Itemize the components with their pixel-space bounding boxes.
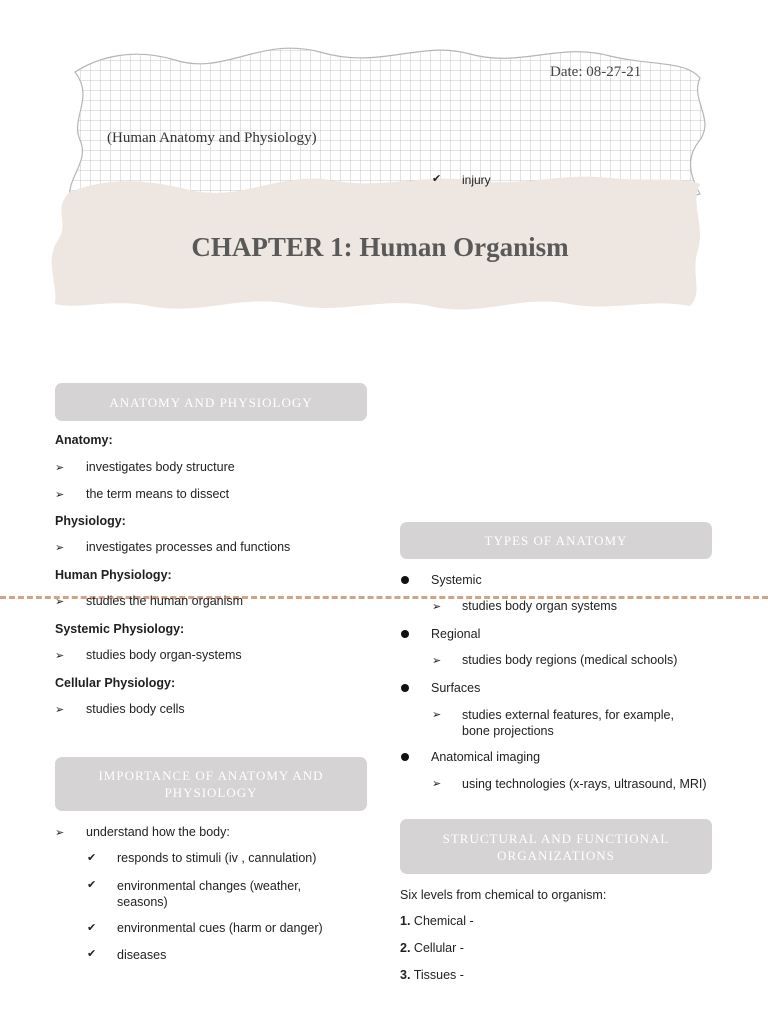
checkmark-icon: ✔ [87,852,97,864]
list-item: environmental cues (harm or danger) [117,921,323,935]
list-item: the term means to dissect [86,487,230,501]
arrow-bullet-icon: ➢ [55,462,65,474]
level-number: 2. [400,941,411,955]
human-physiology-label: Human Physiology: [55,568,172,582]
bullet-dot-icon [401,753,409,761]
level-number: 1. [400,914,411,928]
arrow-bullet-icon: ➢ [55,596,65,608]
anatomy-type-detail: studies body regions (medical schools) [462,653,678,667]
checkmark-icon: ✔ [87,879,97,891]
anatomy-type-name: Anatomical imaging [431,750,541,764]
anatomy-type-detail: studies external features, for example, bone projections [462,708,674,738]
physiology-label: Physiology: [55,514,126,528]
anatomy-label: Anatomy: [55,433,113,447]
list-item: responds to stimuli (iv , cannulation) [117,851,317,865]
arrow-bullet-icon: ➢ [432,778,442,790]
level-item [400,968,464,982]
list-item: studies the human organism [86,594,244,608]
list-item: diseases [117,948,167,962]
section-heading-types-of-anatomy: TYPES OF ANATOMY [400,522,712,559]
arrow-bullet-icon: ➢ [55,827,65,839]
systemic-physiology-label: Systemic Physiology: [55,622,185,636]
level-text: Chemical - [413,914,474,928]
cellular-physiology-label: Cellular Physiology: [55,676,176,690]
arrow-bullet-icon: ➢ [55,542,65,554]
arrow-bullet-icon: ➢ [432,655,442,667]
checkmark-icon: ✔ [432,173,442,185]
section-heading-structural-functional: STRUCTURAL AND FUNCTIONAL ORGANIZATIONS [400,819,712,874]
anatomy-type-detail: using technologies (x-rays, ultrasound, MRI) [462,777,707,791]
arrow-bullet-icon: ➢ [55,650,65,662]
bullet-dot-icon [401,684,409,692]
date-text: Date: 08-27-21 [550,64,642,80]
level-item [400,941,464,955]
anatomy-type-name: Systemic [431,573,482,587]
arrow-bullet-icon: ➢ [432,601,442,613]
checkmark-icon: ✔ [87,948,97,960]
arrow-bullet-icon: ➢ [55,489,65,501]
header-check-note: injury [462,173,491,187]
course-subtitle: (Human Anatomy and Physiology) [107,130,317,146]
level-text: Cellular - [413,941,464,955]
chapter-title: CHAPTER 1: Human Organism [191,232,569,262]
levels-intro: Six levels from chemical to organism: [400,888,607,902]
anatomy-type-name: Surfaces [431,681,481,695]
importance-intro: understand how the body: [86,825,230,839]
section-heading-anatomy-physiology: ANATOMY AND PHYSIOLOGY [55,383,367,421]
list-item: studies body organ-systems [86,648,242,662]
arrow-bullet-icon: ➢ [432,709,442,721]
bullet-dot-icon [401,630,409,638]
header-decoration [0,0,768,330]
level-number: 3. [400,968,411,982]
checkmark-icon: ✔ [87,922,97,934]
level-text: Tissues - [413,968,464,982]
level-item [400,914,474,928]
section-heading-importance: IMPORTANCE OF ANATOMY AND PHYSIOLOGY [55,757,367,811]
anatomy-type-name: Regional [431,627,481,641]
list-item: studies body cells [86,702,185,716]
anatomy-type-detail: studies body organ systems [462,599,617,613]
list-item: investigates body structure [86,460,235,474]
bullet-dot-icon [401,576,409,584]
list-item: environmental changes (weather, seasons) [117,879,302,909]
arrow-bullet-icon: ➢ [55,704,65,716]
list-item: investigates processes and functions [86,540,291,554]
